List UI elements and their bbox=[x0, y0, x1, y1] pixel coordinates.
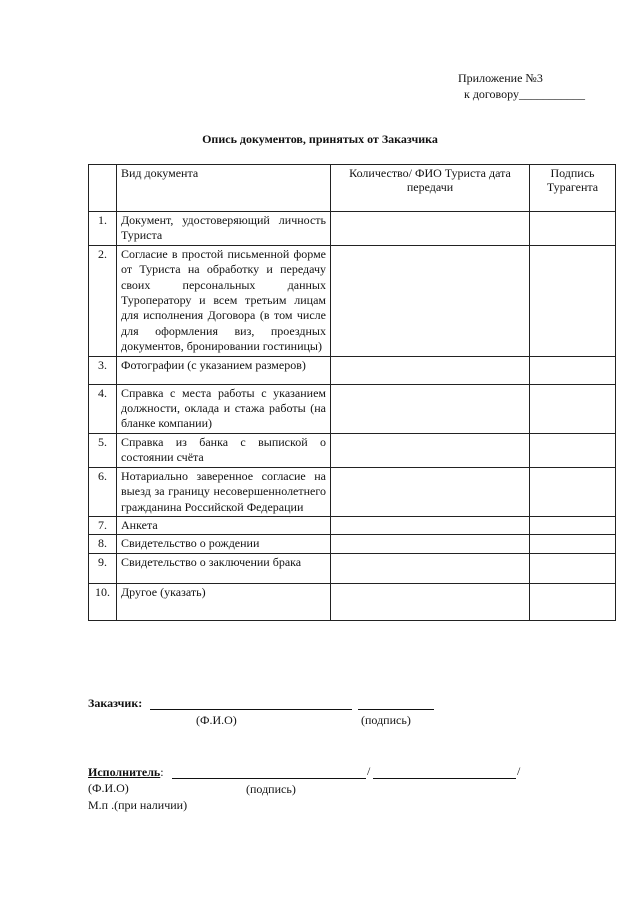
executor-fio-caption: (Ф.И.О) bbox=[88, 781, 129, 795]
table-row bbox=[89, 583, 616, 620]
customer-fio-line[interactable] bbox=[150, 709, 352, 710]
customer-fio-caption: (Ф.И.О) bbox=[196, 713, 237, 727]
table-row bbox=[89, 245, 616, 356]
appendix-header bbox=[458, 70, 585, 102]
row-number: 5. bbox=[89, 433, 117, 467]
row-doc-type: Согласие в простой письменной форме от Туриста на обработку и передачу своих персональных данных Туроператору и всем третьим лицам для исполнения Договора (в том числе для оформления виз, проездных документов, бронировании гостиницы) bbox=[117, 245, 331, 356]
executor-sign-caption: (подпись) bbox=[246, 782, 296, 796]
header-doc-type: Вид документа bbox=[117, 165, 331, 212]
customer-label: Заказчик: bbox=[88, 696, 143, 710]
stamp-note: М.п .(при наличии) bbox=[88, 798, 188, 812]
row-doc-type: Свидетельство о рождении bbox=[117, 535, 331, 553]
row-signature-cell[interactable] bbox=[530, 516, 616, 534]
row-number: 4. bbox=[89, 384, 117, 433]
row-quantity-cell[interactable] bbox=[331, 433, 530, 467]
row-number: 10. bbox=[89, 583, 117, 620]
row-number: 6. bbox=[89, 467, 117, 516]
row-doc-type: Справка из банка с выпиской о состоянии счёта bbox=[117, 433, 331, 467]
table-row bbox=[89, 384, 616, 433]
row-quantity-cell[interactable] bbox=[331, 535, 530, 553]
table-row bbox=[89, 433, 616, 467]
header-num-cell bbox=[89, 165, 117, 212]
row-number: 1. bbox=[89, 212, 117, 246]
table-row bbox=[89, 212, 616, 246]
header-quantity: Количество/ ФИО Туриста дата передачи bbox=[331, 165, 530, 212]
row-doc-type: Справка с места работы с указанием должности, оклада и стажа работы (на бланке компании) bbox=[117, 384, 331, 433]
row-signature-cell[interactable] bbox=[530, 553, 616, 583]
row-doc-type: Свидетельство о заключении брака bbox=[117, 553, 331, 583]
row-number: 2. bbox=[89, 245, 117, 356]
row-signature-cell[interactable] bbox=[530, 356, 616, 384]
row-signature-cell[interactable] bbox=[530, 535, 616, 553]
row-number: 9. bbox=[89, 553, 117, 583]
executor-sign-line[interactable] bbox=[373, 778, 516, 779]
row-quantity-cell[interactable] bbox=[331, 467, 530, 516]
customer-sign-caption: (подпись) bbox=[361, 713, 411, 727]
row-doc-type: Другое (указать) bbox=[117, 583, 331, 620]
row-quantity-cell[interactable] bbox=[331, 553, 530, 583]
row-number: 3. bbox=[89, 356, 117, 384]
table-row bbox=[89, 467, 616, 516]
row-quantity-cell[interactable] bbox=[331, 384, 530, 433]
executor-slash-1: / bbox=[367, 764, 371, 778]
table-row bbox=[89, 516, 616, 534]
documents-table bbox=[88, 164, 616, 621]
header-signature: Подпись Турагента bbox=[530, 165, 616, 212]
executor-label: Исполнитель bbox=[88, 765, 161, 779]
row-doc-type: Документ, удостоверяющий личность Туриста bbox=[117, 212, 331, 246]
row-signature-cell[interactable] bbox=[530, 384, 616, 433]
appendix-line-2: к договору___________ bbox=[464, 87, 585, 101]
row-quantity-cell[interactable] bbox=[331, 245, 530, 356]
customer-sign-line[interactable] bbox=[358, 709, 434, 710]
row-signature-cell[interactable] bbox=[530, 467, 616, 516]
executor-fio-line[interactable] bbox=[172, 778, 366, 779]
row-doc-type: Фотографии (с указанием размеров) bbox=[117, 356, 331, 384]
row-doc-type: Анкета bbox=[117, 516, 331, 534]
row-quantity-cell[interactable] bbox=[331, 516, 530, 534]
table-row bbox=[89, 356, 616, 384]
table-row bbox=[89, 535, 616, 553]
row-number: 7. bbox=[89, 516, 117, 534]
executor-colon: : bbox=[160, 765, 164, 779]
row-signature-cell[interactable] bbox=[530, 583, 616, 620]
row-signature-cell[interactable] bbox=[530, 433, 616, 467]
row-doc-type: Нотариально заверенное согласие на выезд за границу несовершеннолетнего гражданина Российской Федерации bbox=[117, 467, 331, 516]
table-header-row bbox=[89, 165, 616, 212]
executor-slash-2: / bbox=[517, 764, 521, 778]
row-number: 8. bbox=[89, 535, 117, 553]
row-signature-cell[interactable] bbox=[530, 212, 616, 246]
row-signature-cell[interactable] bbox=[530, 245, 616, 356]
row-quantity-cell[interactable] bbox=[331, 356, 530, 384]
appendix-line-1: Приложение №3 bbox=[458, 71, 543, 85]
document-title: Опись документов, принятых от Заказчика bbox=[202, 132, 438, 146]
row-quantity-cell[interactable] bbox=[331, 583, 530, 620]
table-row bbox=[89, 553, 616, 583]
executor-label-wrap bbox=[88, 765, 164, 780]
row-quantity-cell[interactable] bbox=[331, 212, 530, 246]
